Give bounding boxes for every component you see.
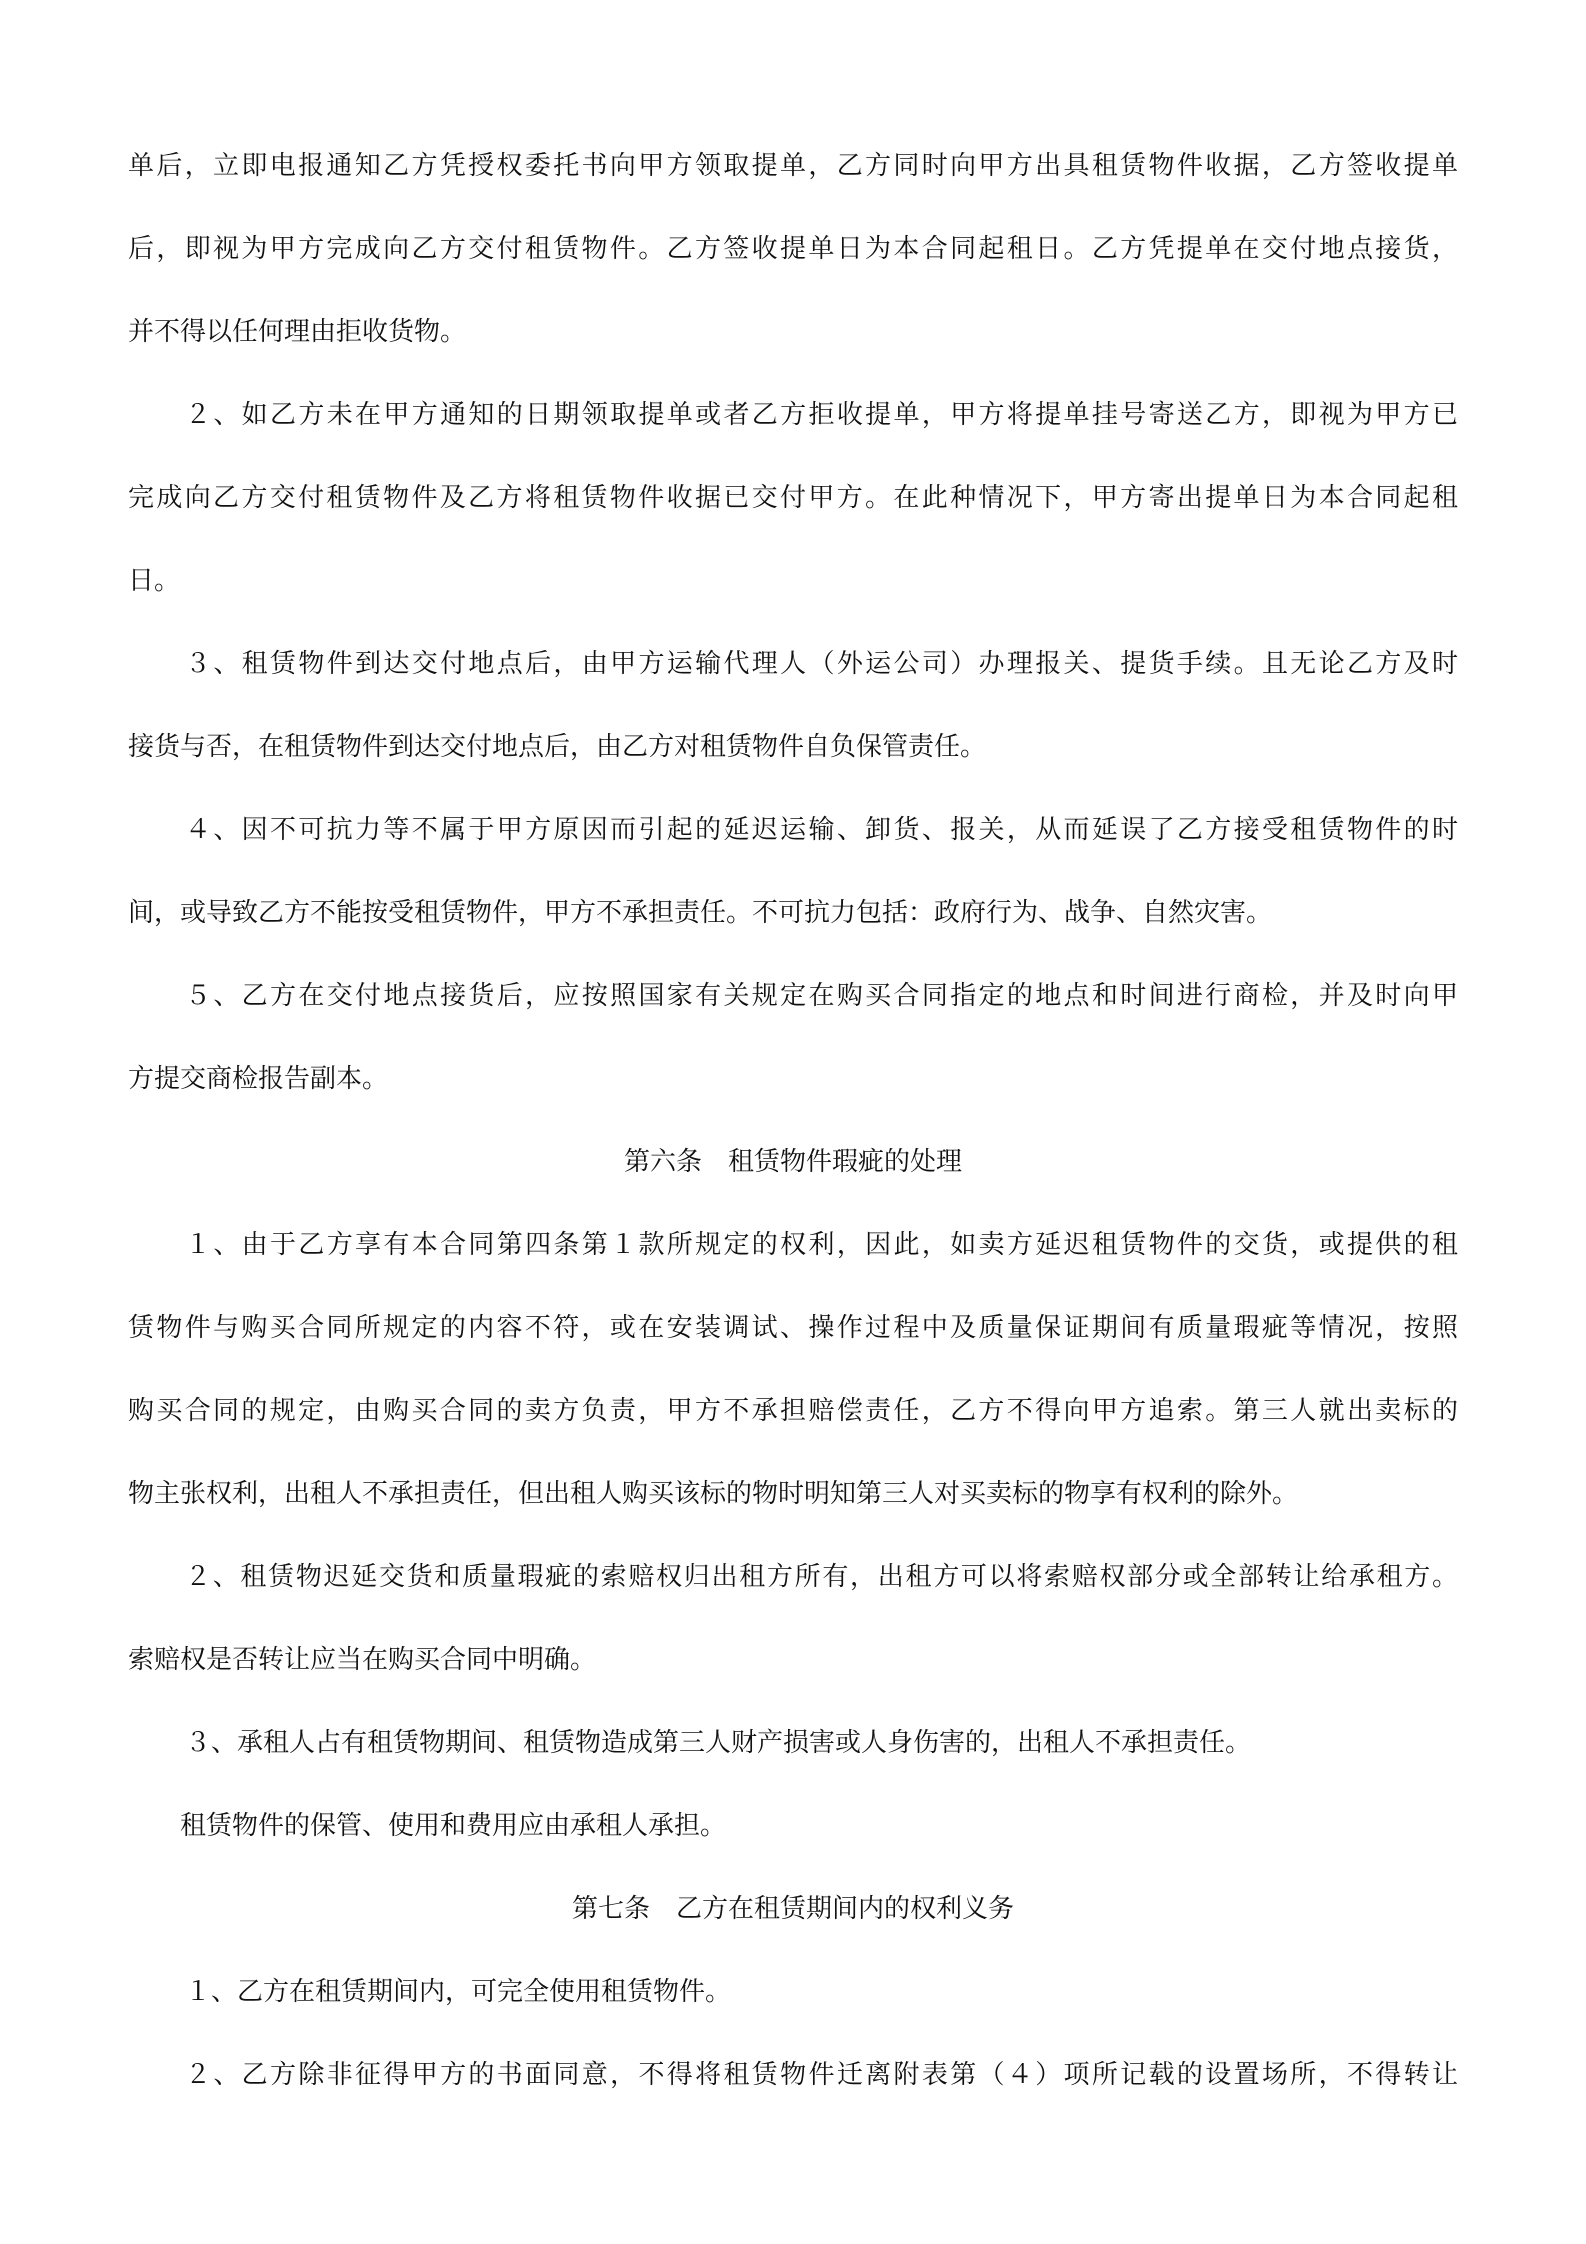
paragraph-line: 购买合同的规定，由购买合同的卖方负责，甲方不承担赔偿责任，乙方不得向甲方追索。第三人就出卖标的 (128, 1396, 1458, 1426)
paragraph-line: 单后，立即电报通知乙方凭授权委托书向甲方领取提单，乙方同时向甲方出具租赁物件收据，乙方签收提单 (128, 151, 1458, 181)
paragraph-line: ２、如乙方未在甲方通知的日期领取提单或者乙方拒收提单，甲方将提单挂号寄送乙方，即视为甲方已 (185, 400, 1458, 430)
paragraph-line: １、由于乙方享有本合同第四条第１款所规定的权利，因此，如卖方延迟租赁物件的交货，或提供的租 (185, 1230, 1458, 1260)
paragraph-line: １、乙方在租赁期间内，可完全使用租赁物件。 (185, 1977, 732, 2007)
section-heading: 第七条 乙方在租赁期间内的权利义务 (571, 1894, 1014, 1924)
paragraph-line: 赁物件与购买合同所规定的内容不符，或在安装调试、操作过程中及质量保证期间有质量瑕疵等情况，按照 (128, 1313, 1458, 1343)
paragraph-line: 后，即视为甲方完成向乙方交付租赁物件。乙方签收提单日为本合同起租日。乙方凭提单在交付地点接货， (128, 234, 1458, 264)
paragraph-line: ２、租赁物迟延交货和质量瑕疵的索赔权归出租方所有，出租方可以将索赔权部分或全部转让给承租方。 (185, 1562, 1458, 1592)
paragraph-line: 日。 (128, 566, 181, 596)
paragraph-line: 完成向乙方交付租赁物件及乙方将租赁物件收据已交付甲方。在此种情况下，甲方寄出提单日为本合同起租 (128, 483, 1458, 513)
paragraph-line: ２、乙方除非征得甲方的书面同意，不得将租赁物件迁离附表第（４）项所记载的设置场所，不得转让 (185, 2060, 1458, 2090)
paragraph-line: 接货与否，在租赁物件到达交付地点后，由乙方对租赁物件自负保管责任。 (128, 732, 987, 762)
paragraph-line: 租赁物件的保管、使用和费用应由承租人承担。 (180, 1811, 727, 1841)
paragraph-line: ４、因不可抗力等不属于甲方原因而引起的延迟运输、卸货、报关，从而延误了乙方接受租赁物件的时 (185, 815, 1458, 845)
document-page (128, 125, 1458, 2117)
paragraph-line: 索赔权是否转让应当在购买合同中明确。 (128, 1645, 597, 1675)
paragraph-line: 方提交商检报告副本。 (128, 1064, 389, 1094)
paragraph-line: ５、乙方在交付地点接货后，应按照国家有关规定在购买合同指定的地点和时间进行商检，并及时向甲 (185, 981, 1458, 1011)
section-heading: 第六条 租赁物件瑕疵的处理 (623, 1147, 962, 1177)
paragraph-line: 物主张权利，出租人不承担责任，但出租人购买该标的物时明知第三人对买卖标的物享有权利的除外。 (128, 1479, 1299, 1509)
paragraph-line: ３、承租人占有租赁物期间、租赁物造成第三人财产损害或人身伤害的，出租人不承担责任。 (185, 1728, 1252, 1758)
paragraph-line: ３、租赁物件到达交付地点后，由甲方运输代理人（外运公司）办理报关、提货手续。且无论乙方及时 (185, 649, 1458, 679)
paragraph-line: 并不得以任何理由拒收货物。 (128, 317, 467, 347)
paragraph-line: 间，或导致乙方不能按受租赁物件，甲方不承担责任。不可抗力包括：政府行为、战争、自然灾害。 (128, 898, 1273, 928)
